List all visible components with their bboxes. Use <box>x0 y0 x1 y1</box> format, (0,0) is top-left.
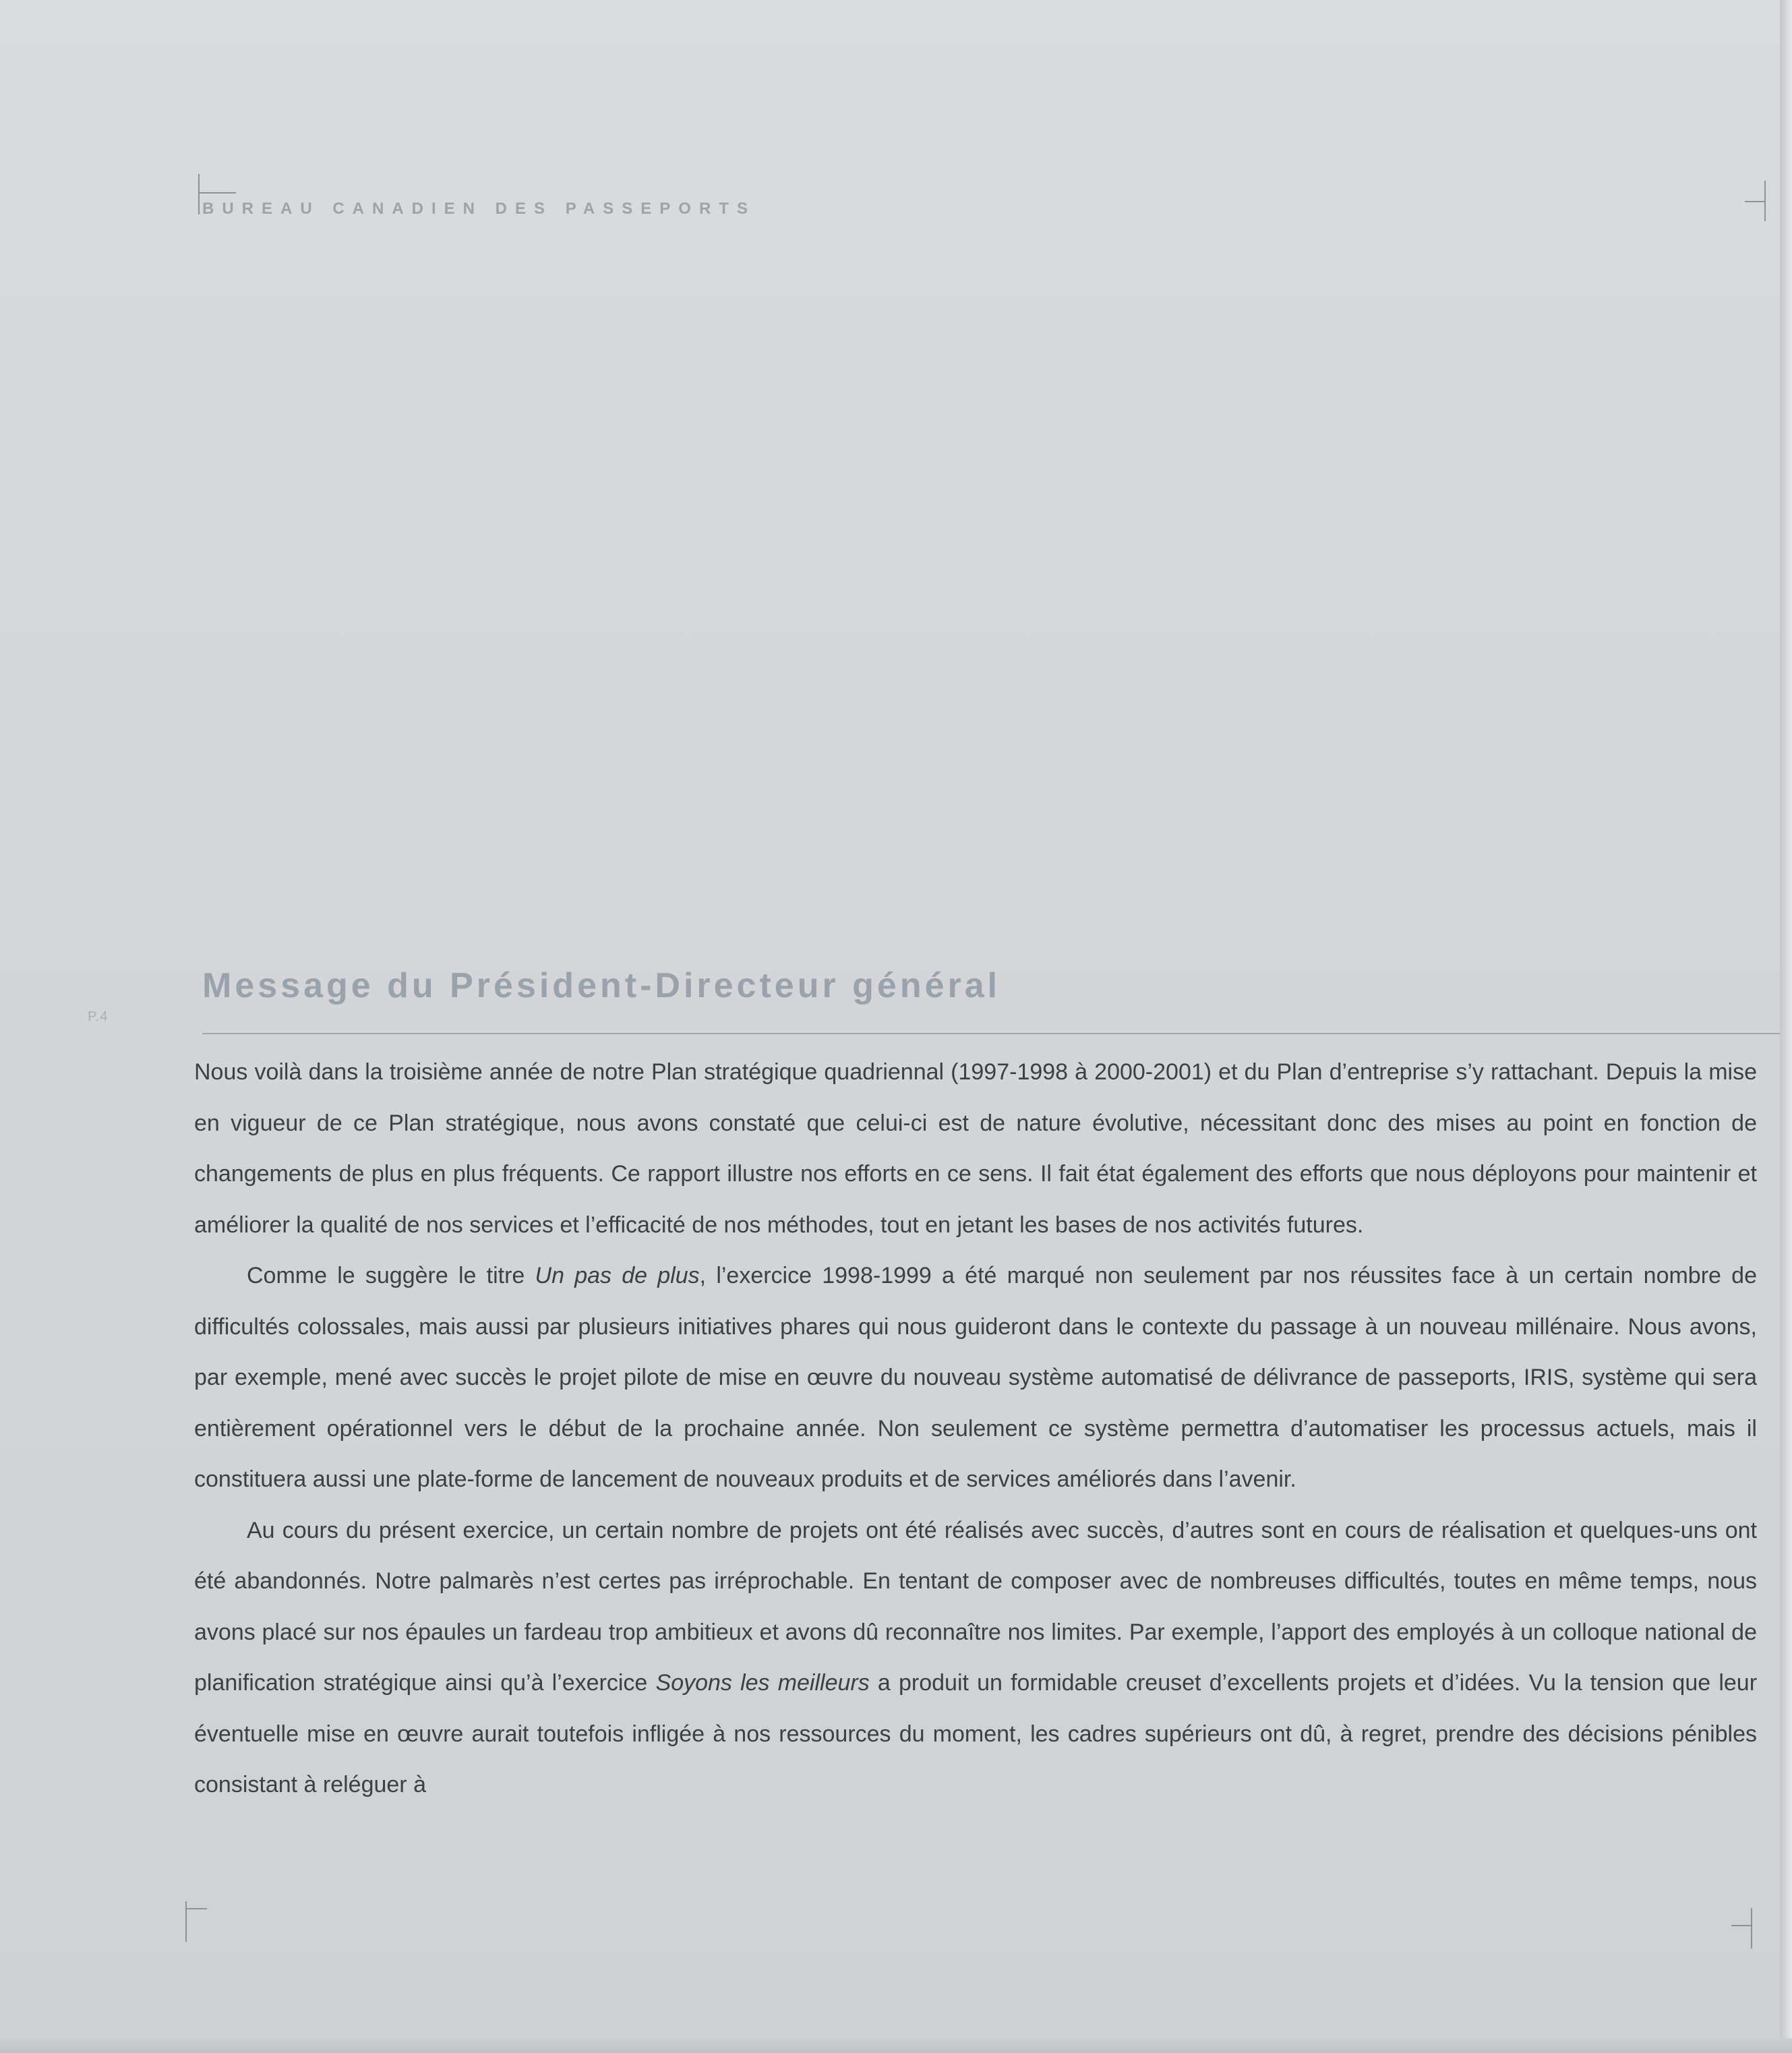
crop-mark-bottom-left-vertical <box>185 1901 187 1942</box>
paragraph-3-text-after: a produit un formidable creuset d’excellents projets et d’idées. Vu la tension que leur éventuelle mise en œuvre aurait toutefois infligée à nos ressources du moment, les cadres supérieurs ont dû, à regret, prendre des décisions pénibles consistant à reléguer à <box>194 1670 1758 1797</box>
message-body <box>194 1047 1757 1811</box>
crop-mark-top-left-horizontal <box>198 192 236 194</box>
crop-mark-top-left-vertical <box>198 174 200 214</box>
page-bottom-edge <box>0 2038 1792 2053</box>
paragraph-3-text-before: Au cours du présent exercice, un certain nombre de projets ont été réalisés avec succès, d’autres sont en cours de réalisation et quelques-uns ont été abandonnés. Notre palmarès n’est certes pas irréprochable. En tentant de composer avec de nombreuses difficultés, toutes en même temps, nous avons placé sur nos épaules un fardeau trop ambitieux et avons dû reconnaître nos limites. Par exemple, l’apport des employés à un colloque national de planification stratégique ainsi qu’à l’exercice <box>194 1517 1757 1696</box>
paragraph-2-italic-title: Un pas de plus <box>535 1263 700 1288</box>
paragraph-2 <box>194 1251 1757 1506</box>
paragraph-3 <box>194 1506 1757 1811</box>
paragraph-2-text-before: Comme le suggère le titre <box>247 1263 535 1288</box>
paragraph-2-text-after: , l’exercice 1998-1999 a été marqué non seulement par nos réussites face à un certain nombre de difficultés colossales, mais aussi par plusieurs initiatives phares qui nous guideront dans le contexte du passage à un nouveau millénaire. Nous avons, par exemple, mené avec succès le projet pilote de mise en œuvre du nouveau système automatisé de délivrance de passeports, IRIS, système qui sera entièrement opérationnel vers le début de la prochaine année. Non seulement ce système permettra d’automatiser les processus actuels, mais il constituera aussi une plate-forme de lancement de nouveaux produits et de services améliorés dans l’avenir. <box>194 1263 1757 1492</box>
page-right-edge <box>1780 0 1792 2053</box>
crop-mark-bottom-right-vertical <box>1751 1908 1752 1948</box>
paragraph-3-italic-title: Soyons les meilleurs <box>655 1670 870 1696</box>
organization-header: BUREAU CANADIEN DES PASSEPORTS <box>202 200 756 218</box>
crop-mark-top-right-horizontal <box>1745 201 1765 202</box>
paragraph-1: Nous voilà dans la troisième année de notre Plan stratégique quadriennal (1997-1998 à 2000-2001) et du Plan d’entreprise s’y rattachant. Depuis la mise en vigueur de ce Plan stratégique, nous avons constaté que celui-ci est de nature évolutive, nécessitant donc des mises au point en fonction de changements de plus en plus fréquents. Ce rapport illustre nos efforts en ce sens. Il fait état également des efforts que nous déployons pour maintenir et améliorer la qualité de nos services et l’efficacité de nos méthodes, tout en jetant les bases de nos activités futures. <box>194 1059 1757 1238</box>
page-number: P.4 <box>88 1009 109 1024</box>
title-divider <box>202 1033 1780 1034</box>
crop-mark-bottom-right-horizontal <box>1731 1925 1752 1926</box>
crop-mark-bottom-left-horizontal <box>185 1908 207 1909</box>
section-title: Message du Président-Directeur général <box>202 966 1001 1005</box>
